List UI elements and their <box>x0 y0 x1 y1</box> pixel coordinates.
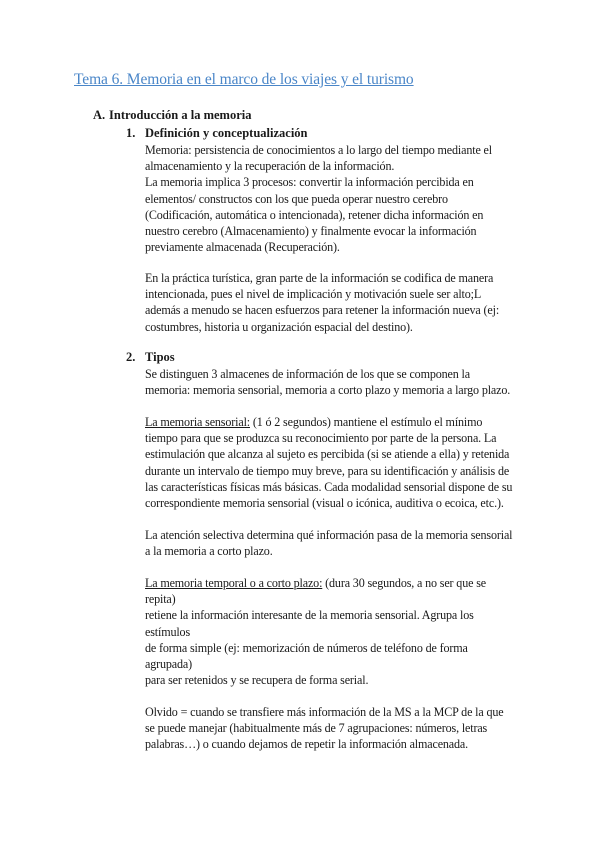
section-a-title: Introducción a la memoria <box>109 108 252 122</box>
text-line: elementos/ constructos con los que pueda operar nuestro cerebro <box>145 191 448 206</box>
definition-paragraph <box>145 142 535 255</box>
tourism-paragraph <box>145 270 535 335</box>
text-line: a la memoria a corto plazo. <box>145 544 273 559</box>
text-line: durante un intervalo de tiempo muy breve, para su identificación y análisis de <box>145 463 510 478</box>
text-line: estímulos <box>145 624 191 639</box>
text-line: para ser retenidos y se recupera de forma serial. <box>145 673 369 688</box>
section-a-marker: A. <box>93 108 106 122</box>
text-line: costumbres, historia u organización espacial del destino). <box>145 319 413 334</box>
text-line: (Codificación, automática o intencionada), retener dicha información en <box>145 207 484 222</box>
short-term-memory-first-line: (dura 30 segundos, a no ser que se <box>322 576 486 590</box>
text-line: intencionada, pues el nivel de implicación y motivación suele ser alto;L <box>145 287 482 302</box>
short-term-memory-label: La memoria temporal o a corto plazo: <box>145 576 323 590</box>
sensory-memory-paragraph <box>145 414 535 511</box>
subsection-2-title: Tipos <box>145 350 175 364</box>
text-line: palabras…) o cuando dejamos de repetir la información almacenada. <box>145 737 469 752</box>
text-line <box>145 414 535 430</box>
short-term-memory-paragraph <box>145 575 535 688</box>
text-line: estimulación que alcanza al sujeto es percibida (si se atiende a ella) y retenida <box>145 447 510 462</box>
text-line: de forma simple (ej: memorización de números de teléfono de forma <box>145 640 468 655</box>
forgetting-paragraph <box>145 704 535 753</box>
text-line: En la práctica turística, gran parte de la información se codifica de manera <box>145 271 494 285</box>
sensory-memory-label: La memoria sensorial: <box>145 415 250 429</box>
subsection-1-heading <box>126 126 308 141</box>
text-line <box>145 575 535 591</box>
text-line: Se distinguen 3 almacenes de información de los que se componen la <box>145 367 470 381</box>
text-line: retiene la información interesante de la memoria sensorial. Agrupa los <box>145 608 474 623</box>
subsection-1-number: 1. <box>126 126 136 140</box>
selective-attention-paragraph <box>145 527 535 559</box>
subsection-2-heading <box>126 350 175 365</box>
types-intro-paragraph <box>145 366 535 398</box>
text-line: nuestro cerebro (Almacenamiento) y finalmente evocar la información <box>145 224 477 239</box>
text-line: La memoria implica 3 procesos: convertir la información percibida en <box>145 175 474 190</box>
section-a-heading <box>93 108 251 123</box>
text-line: memoria: memoria sensorial, memoria a corto plazo y memoria a largo plazo. <box>145 383 511 398</box>
text-line: Memoria: persistencia de conocimientos a lo largo del tiempo mediante el <box>145 143 492 157</box>
text-line: repita) <box>145 592 176 607</box>
sensory-memory-first-line: (1 ó 2 segundos) mantiene el estímulo el mínimo <box>250 415 483 429</box>
text-line: almacenamiento y la recuperación de la información. <box>145 159 395 174</box>
text-line: se puede manejar (habitualmente más de 7 agrupaciones: números, letras <box>145 721 488 736</box>
text-line: tiempo para que se produzca su reconocimiento por parte de la persona. La <box>145 431 497 446</box>
text-line: Olvido = cuando se transfiere más información de la MS a la MCP de la que <box>145 705 504 719</box>
text-line: además a menudo se hacen esfuerzos para retener la información nueva (ej: <box>145 303 500 318</box>
text-line: previamente almacenada (Recuperación). <box>145 240 340 255</box>
text-line: agrupada) <box>145 657 192 672</box>
text-line: La atención selectiva determina qué información pasa de la memoria sensorial <box>145 528 513 542</box>
document-title: Tema 6. Memoria en el marco de los viajes y el turismo <box>74 71 414 88</box>
subsection-2-number: 2. <box>126 350 136 364</box>
text-line: las características físicas más básicas. Cada modalidad sensorial dispone de su <box>145 479 513 494</box>
subsection-1-title: Definición y conceptualización <box>145 126 308 140</box>
text-line: correspondiente memoria sensorial (visual o icónica, auditiva o ecoica, etc.). <box>145 496 504 511</box>
